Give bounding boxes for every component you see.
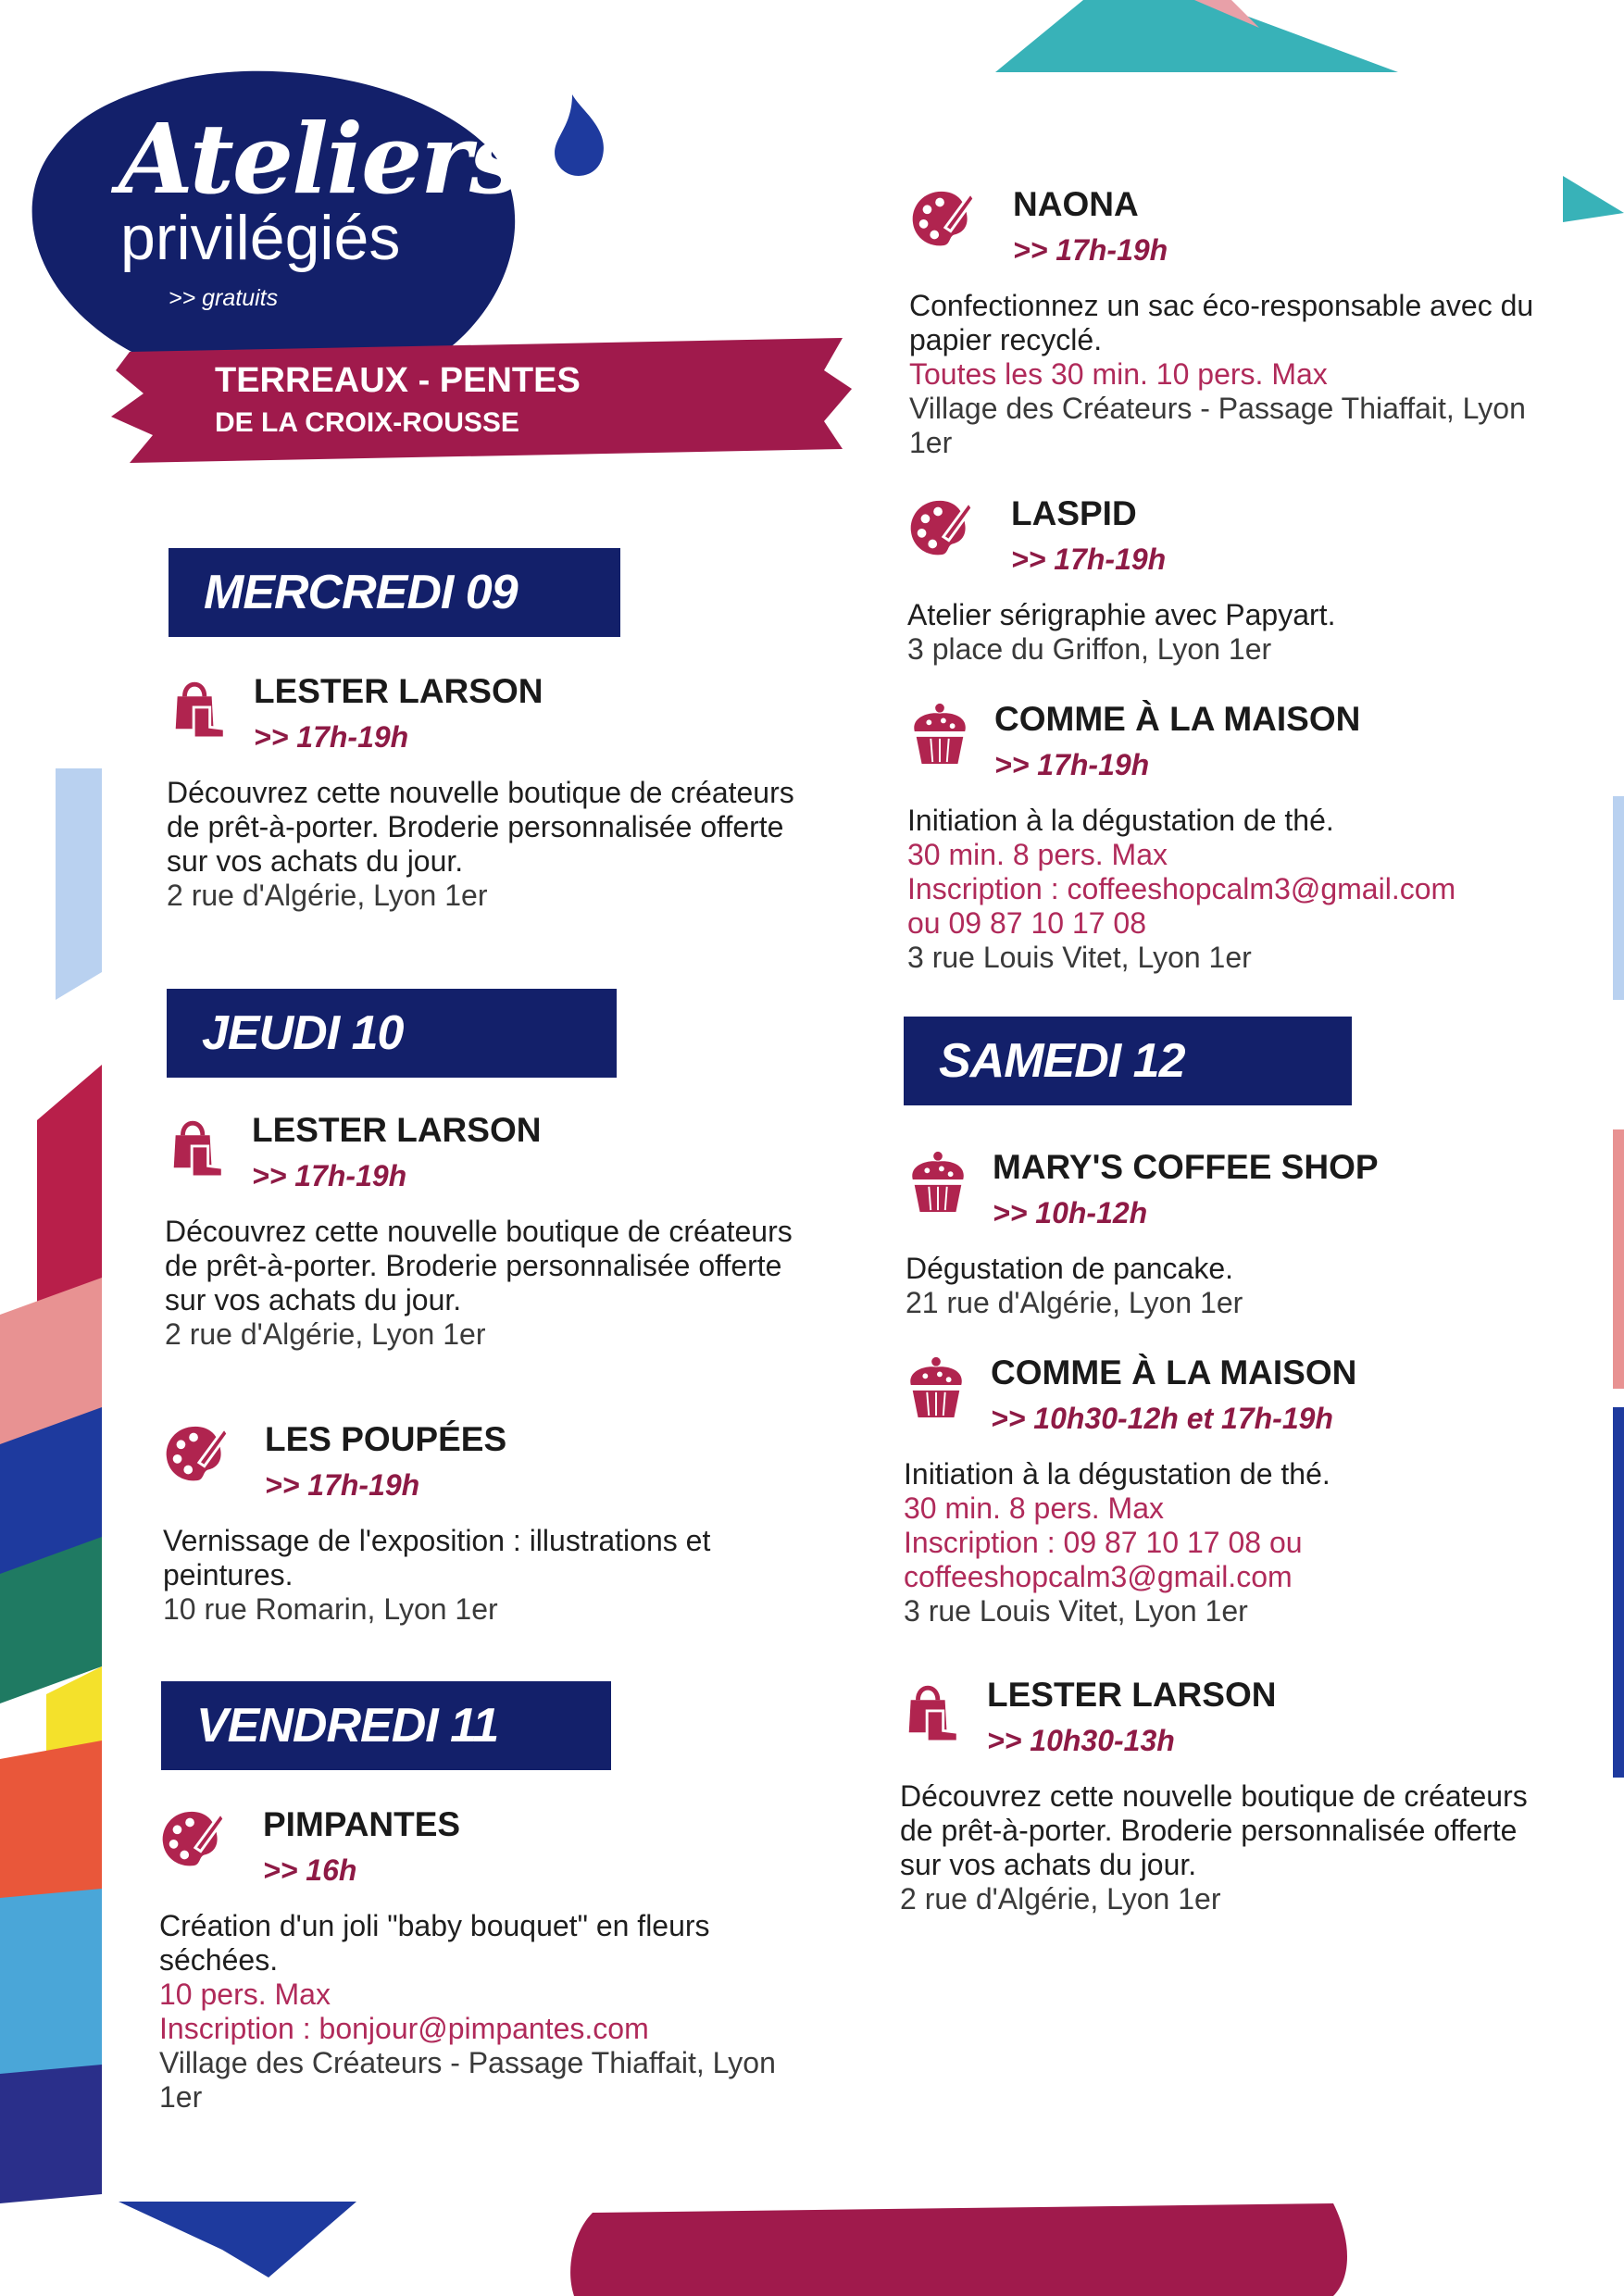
district-brush-band	[111, 333, 852, 472]
cupcake-icon	[907, 700, 972, 767]
event-address: 3 rue Louis Vitet, Lyon 1er	[907, 941, 1252, 974]
event-description: Confectionnez un sac éco-responsable avec du papier recyclé.	[909, 289, 1534, 356]
event-phone: ou 09 87 10 17 08	[907, 906, 1147, 940]
event-address: Village des Créateurs - Passage Thiaffait, Lyon 1er	[159, 2046, 776, 2114]
event-description: Découvrez cette nouvelle boutique de créateurs de prêt-à-porter. Broderie personnalisée offerte sur vos achats du jour.	[167, 776, 794, 878]
logo-free-label: >> gratuits	[169, 285, 279, 311]
event-address: 2 rue d'Algérie, Lyon 1er	[900, 1882, 1221, 1915]
palette-brush-icon	[163, 1420, 228, 1487]
event-capacity: Toutes les 30 min. 10 pers. Max	[909, 357, 1328, 391]
event-time: >> 10h-12h	[993, 1196, 1148, 1229]
event-name: NAONA	[1013, 185, 1139, 223]
event-name: LES POUPÉES	[265, 1420, 507, 1458]
event-registration: Inscription : coffeeshopcalm3@gmail.com	[907, 872, 1456, 905]
event-description: Initiation à la dégustation de thé.	[904, 1457, 1330, 1491]
event-registration: Inscription : bonjour@pimpantes.com	[159, 2012, 649, 2045]
event-time: >> 17h-19h	[254, 720, 409, 754]
event-name: MARY'S COFFEE SHOP	[993, 1148, 1379, 1186]
shopping-bag-boot-icon	[167, 672, 231, 739]
shopping-bag-boot-icon	[900, 1676, 965, 1742]
event-name: COMME À LA MAISON	[991, 1354, 1357, 1391]
event-address: 21 rue d'Algérie, Lyon 1er	[906, 1286, 1243, 1319]
event-address: 2 rue d'Algérie, Lyon 1er	[167, 879, 488, 912]
event-description: Vernissage de l'exposition : illustrations et peintures.	[163, 1524, 711, 1591]
logo-subtitle: privilégiés	[120, 203, 401, 273]
cupcake-icon	[904, 1354, 968, 1420]
event-registration: Inscription : 09 87 10 17 08 ou	[904, 1526, 1303, 1559]
event-time: >> 17h-19h	[994, 748, 1150, 781]
palette-brush-icon	[159, 1805, 224, 1872]
district-subtitle: DE LA CROIX-ROUSSE	[215, 407, 519, 438]
event-time: >> 16h	[263, 1853, 357, 1887]
event-time: >> 10h30-12h et 17h-19h	[991, 1402, 1333, 1435]
event-time: >> 17h-19h	[252, 1159, 407, 1192]
event-name: LESTER LARSON	[987, 1676, 1277, 1714]
event-description: Création d'un joli "baby bouquet" en fleurs séchées.	[159, 1909, 710, 1977]
district-title: TERREAUX - PENTES	[215, 361, 581, 400]
palette-brush-icon	[907, 494, 972, 561]
event-time: >> 10h30-13h	[987, 1724, 1175, 1757]
event-description: Initiation à la dégustation de thé.	[907, 804, 1334, 837]
event-time: >> 17h-19h	[1013, 233, 1168, 267]
event-time: >> 17h-19h	[1011, 543, 1167, 576]
event-description: Atelier sérigraphie avec Papyart.	[907, 598, 1336, 631]
day-heading-saturday: SAMEDI 12	[904, 1017, 1352, 1105]
day-heading-wednesday: MERCREDI 09	[169, 548, 620, 637]
day-heading-thursday: JEUDI 10	[167, 989, 617, 1078]
event-address: 3 place du Griffon, Lyon 1er	[907, 632, 1272, 666]
cupcake-icon	[906, 1148, 970, 1215]
event-description: Dégustation de pancake.	[906, 1252, 1234, 1285]
event-description: Découvrez cette nouvelle boutique de créateurs de prêt-à-porter. Broderie personnalisée offerte sur vos achats du jour.	[165, 1215, 793, 1316]
logo-title: Ateliers	[119, 102, 522, 216]
event-name: LESTER LARSON	[254, 672, 543, 710]
event-capacity: 30 min. 8 pers. Max	[907, 838, 1168, 871]
event-name: COMME À LA MAISON	[994, 700, 1361, 738]
event-name: LESTER LARSON	[252, 1111, 542, 1149]
event-capacity: 30 min. 8 pers. Max	[904, 1491, 1164, 1525]
event-address: 2 rue d'Algérie, Lyon 1er	[165, 1317, 486, 1351]
palette-brush-icon	[909, 185, 974, 252]
event-address: 10 rue Romarin, Lyon 1er	[163, 1592, 498, 1626]
event-name: PIMPANTES	[263, 1805, 461, 1843]
event-description: Découvrez cette nouvelle boutique de créateurs de prêt-à-porter. Broderie personnalisée offerte sur vos achats du jour.	[900, 1779, 1528, 1881]
event-address: 3 rue Louis Vitet, Lyon 1er	[904, 1594, 1248, 1628]
event-email: coffeeshopcalm3@gmail.com	[904, 1560, 1293, 1593]
event-address: Village des Créateurs - Passage Thiaffait, Lyon 1er	[909, 392, 1526, 459]
event-name: LASPID	[1011, 494, 1137, 532]
event-time: >> 17h-19h	[265, 1468, 420, 1502]
shopping-bag-boot-icon	[165, 1111, 230, 1178]
day-heading-friday: VENDREDI 11	[161, 1681, 611, 1770]
event-capacity: 10 pers. Max	[159, 1978, 331, 2011]
